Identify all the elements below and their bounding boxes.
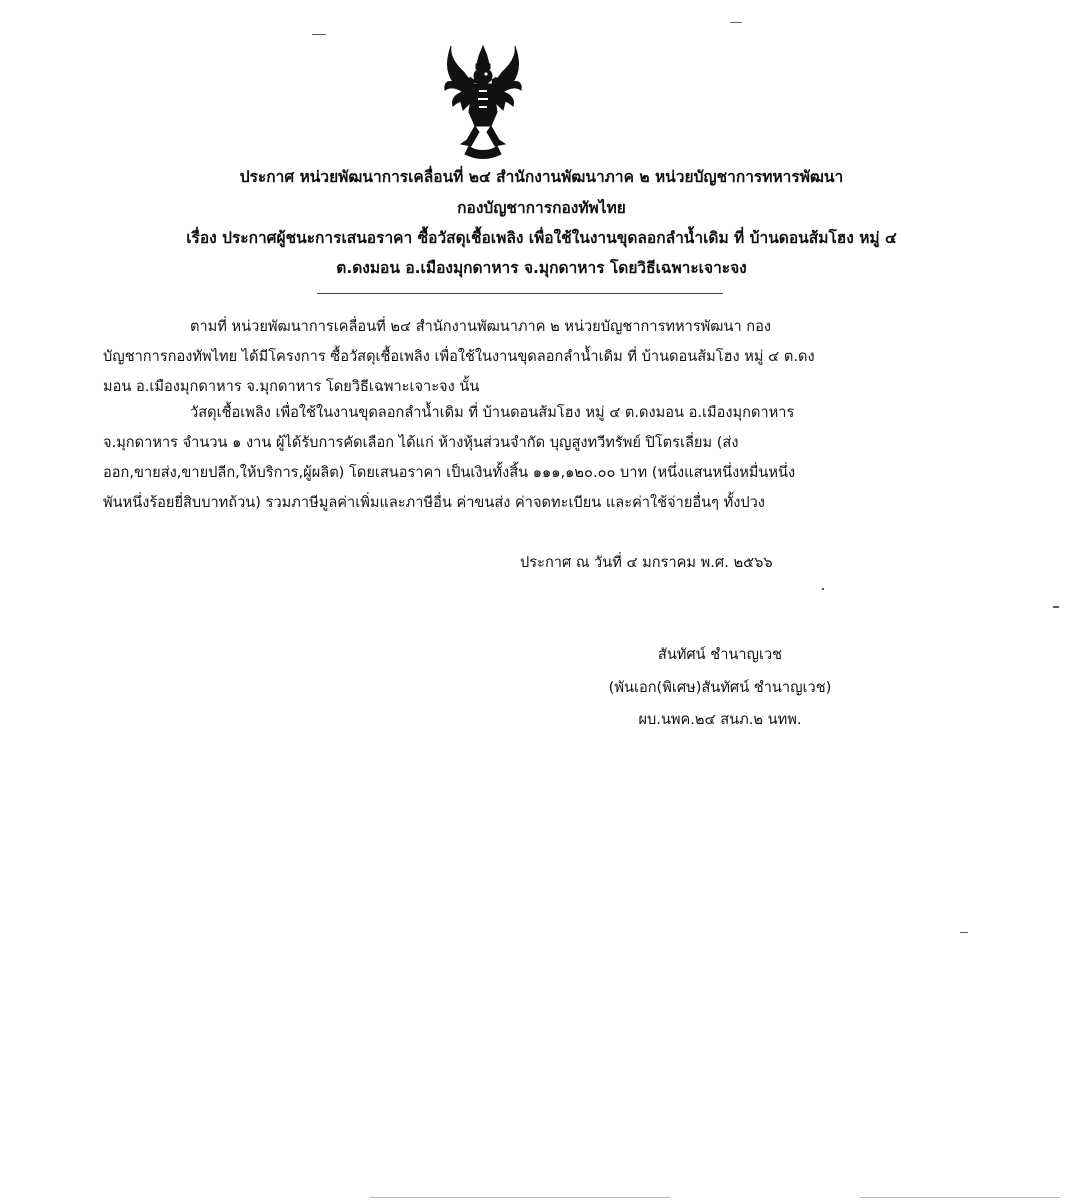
paragraph-2-line: วัสดุเชื้อเพลิง เพื่อใช้ในงานขุดลอกลำน้ำเดิม ที่ บ้านดอนส้มโฮง หมู่ ๔ ต.ดงมอน อ.เมืองมุกดาหาร [190, 404, 795, 421]
scan-speck [312, 34, 326, 35]
header-divider [317, 293, 723, 294]
signatory-position: ผบ.นพค.๒๔ สนภ.๒ นทพ. [638, 711, 802, 728]
paragraph-2-line: พันหนึ่งร้อยยี่สิบบาทถ้วน) รวมภาษีมูลค่าเพิ่มและภาษีอื่น ค่าขนส่ง ค่าจดทะเบียน และค่าใช้จ่ายอื่นๆ ทั้งปวง [103, 494, 765, 511]
scan-speck [860, 1197, 1060, 1198]
signature-name: สันทัศน์ ชำนาญเวช [657, 646, 783, 663]
paragraph-1-line: มอน อ.เมืองมุกดาหาร จ.มุกดาหาร โดยวิธีเฉพาะเจาะจง นั้น [103, 378, 480, 395]
garuda-emblem-icon [441, 40, 525, 164]
paragraph-2-line: ออก,ขายส่ง,ขายปลีก,ให้บริการ,ผู้ผลิต) โดยเสนอราคา เป็นเงินทั้งสิ้น ๑๑๑,๑๒๐.๐๐ บาท (หนึ่งแสนหนึ่งหมื่นหนึ่ง [103, 464, 796, 481]
paragraph-2-line: จ.มุกดาหาร จำนวน ๑ งาน ผู้ได้รับการคัดเลือก ได้แก่ ห้างหุ้นส่วนจำกัด บุญสูงทวีทรัพย์ ปิโตรเลี่ยม (ส่ง [103, 434, 739, 451]
paragraph-1 [103, 312, 933, 402]
scan-speck [370, 1197, 670, 1198]
scan-speck [960, 932, 968, 933]
scan-speck [1053, 606, 1059, 608]
header-subject-line: เรื่อง ประกาศผู้ชนะการเสนอราคา ซื้อวัสดุเชื้อเพลิง เพื่อใช้ในงานขุดลอกลำน้ำเดิม ที่ บ้านดอนส้มโฮง หมู่ ๔ [186, 229, 897, 247]
announcement-date: ประกาศ ณ วันที่ ๔ มกราคม พ.ศ. ๒๕๖๖ [520, 554, 773, 571]
paragraph-1-line: บัญชาการกองทัพไทย ได้มีโครงการ ซื้อวัสดุเชื้อเพลิง เพื่อใช้ในงานขุดลอกลำน้ำเดิม ที่ บ้านดอนส้มโฮง หมู่ ๔ ต.ดง [103, 348, 815, 365]
header-line-1: ประกาศ หน่วยพัฒนาการเคลื่อนที่ ๒๔ สำนักงานพัฒนาภาค ๒ หน่วยบัญชาการทหารพัฒนา [239, 168, 844, 186]
header-subject-line-2: ต.ดงมอน อ.เมืองมุกดาหาร จ.มุกดาหาร โดยวิธีเฉพาะเจาะจง [336, 259, 747, 277]
header-line-2: กองบัญชาการกองทัพไทย [457, 199, 626, 217]
paragraph-1-line: ตามที่ หน่วยพัฒนาการเคลื่อนที่ ๒๔ สำนักงานพัฒนาภาค ๒ หน่วยบัญชาการทหารพัฒนา กอง [190, 318, 772, 335]
signatory-full-name: (พันเอก(พิเศษ)สันทัศน์ ชำนาญเวช) [608, 679, 832, 696]
paragraph-2 [103, 398, 933, 518]
scan-speck [730, 22, 742, 23]
scan-speck [822, 588, 824, 590]
